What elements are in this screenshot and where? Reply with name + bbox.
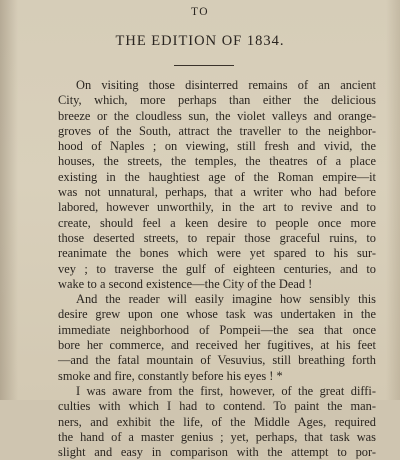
text-line: City, which, more perhaps than either the delicious: [58, 93, 376, 108]
text-line: And the reader will easily imagine how sensibly this: [76, 292, 376, 307]
text-line: groves of the South, attract the traveller to the neighbor-: [58, 123, 376, 138]
text-line: hood of Naples ; on viewing, still fresh and vivid, the: [58, 139, 376, 154]
text-line: On visiting those disinterred remains of an ancient: [76, 78, 376, 92]
paragraph-2: [40, 292, 376, 384]
paragraph-3: [40, 384, 376, 460]
text-line: desire grew upon one whose task was undertaken in the: [58, 307, 376, 322]
text-line: culties with which I had to contend. To paint the man-: [58, 399, 376, 414]
heading-edition-title: THE EDITION OF 1834.: [115, 33, 285, 49]
text-line: the hand of a master genius ; yet, perhaps, that task was: [58, 429, 376, 444]
text-line: bore her commerce, and received her fugitives, at his feet: [58, 338, 376, 353]
text-line: slight and easy in comparison with the attempt to por-: [58, 445, 376, 460]
text-line: I was aware from the first, however, of the great diffi-: [76, 383, 376, 398]
text-line: —and the fatal mountain of Vesuvius, still breathing forth: [58, 353, 376, 368]
text-line: create, should feel a keen desire to people once more: [58, 215, 376, 230]
body-text: [40, 78, 376, 460]
paragraph-1: [40, 78, 376, 292]
text-line: those deserted streets, to repair those graceful ruins, to: [58, 230, 376, 245]
text-line: breeze or the cloudless sun, the violet valleys and orange-: [58, 108, 376, 123]
divider-rule: [174, 65, 234, 66]
text-line: wake to a second existence—the City of the Dead !: [58, 276, 313, 291]
text-line: immediate neighborhood of Pompeii—the sea that once: [58, 322, 376, 337]
text-line: was not unnatural, perhaps, that a writer who had before: [58, 185, 376, 200]
text-line: reanimate the bones which were yet spared to his sur-: [58, 246, 376, 261]
text-line: ners, and exhibit the life, of the Middle Ages, required: [58, 414, 376, 429]
text-line: labored, however unworthily, in the art to revive and to: [58, 200, 376, 215]
text-line: houses, the streets, the temples, the theatres of a place: [58, 154, 376, 169]
text-line: smoke and fire, constantly before his eyes ! *: [58, 368, 283, 383]
text-line: existing in the haughtiest age of the Roman empire—it: [58, 169, 376, 184]
text-line: vey ; to traverse the gulf of eighteen centuries, and to: [58, 261, 376, 276]
heading-to: TO: [190, 6, 210, 18]
